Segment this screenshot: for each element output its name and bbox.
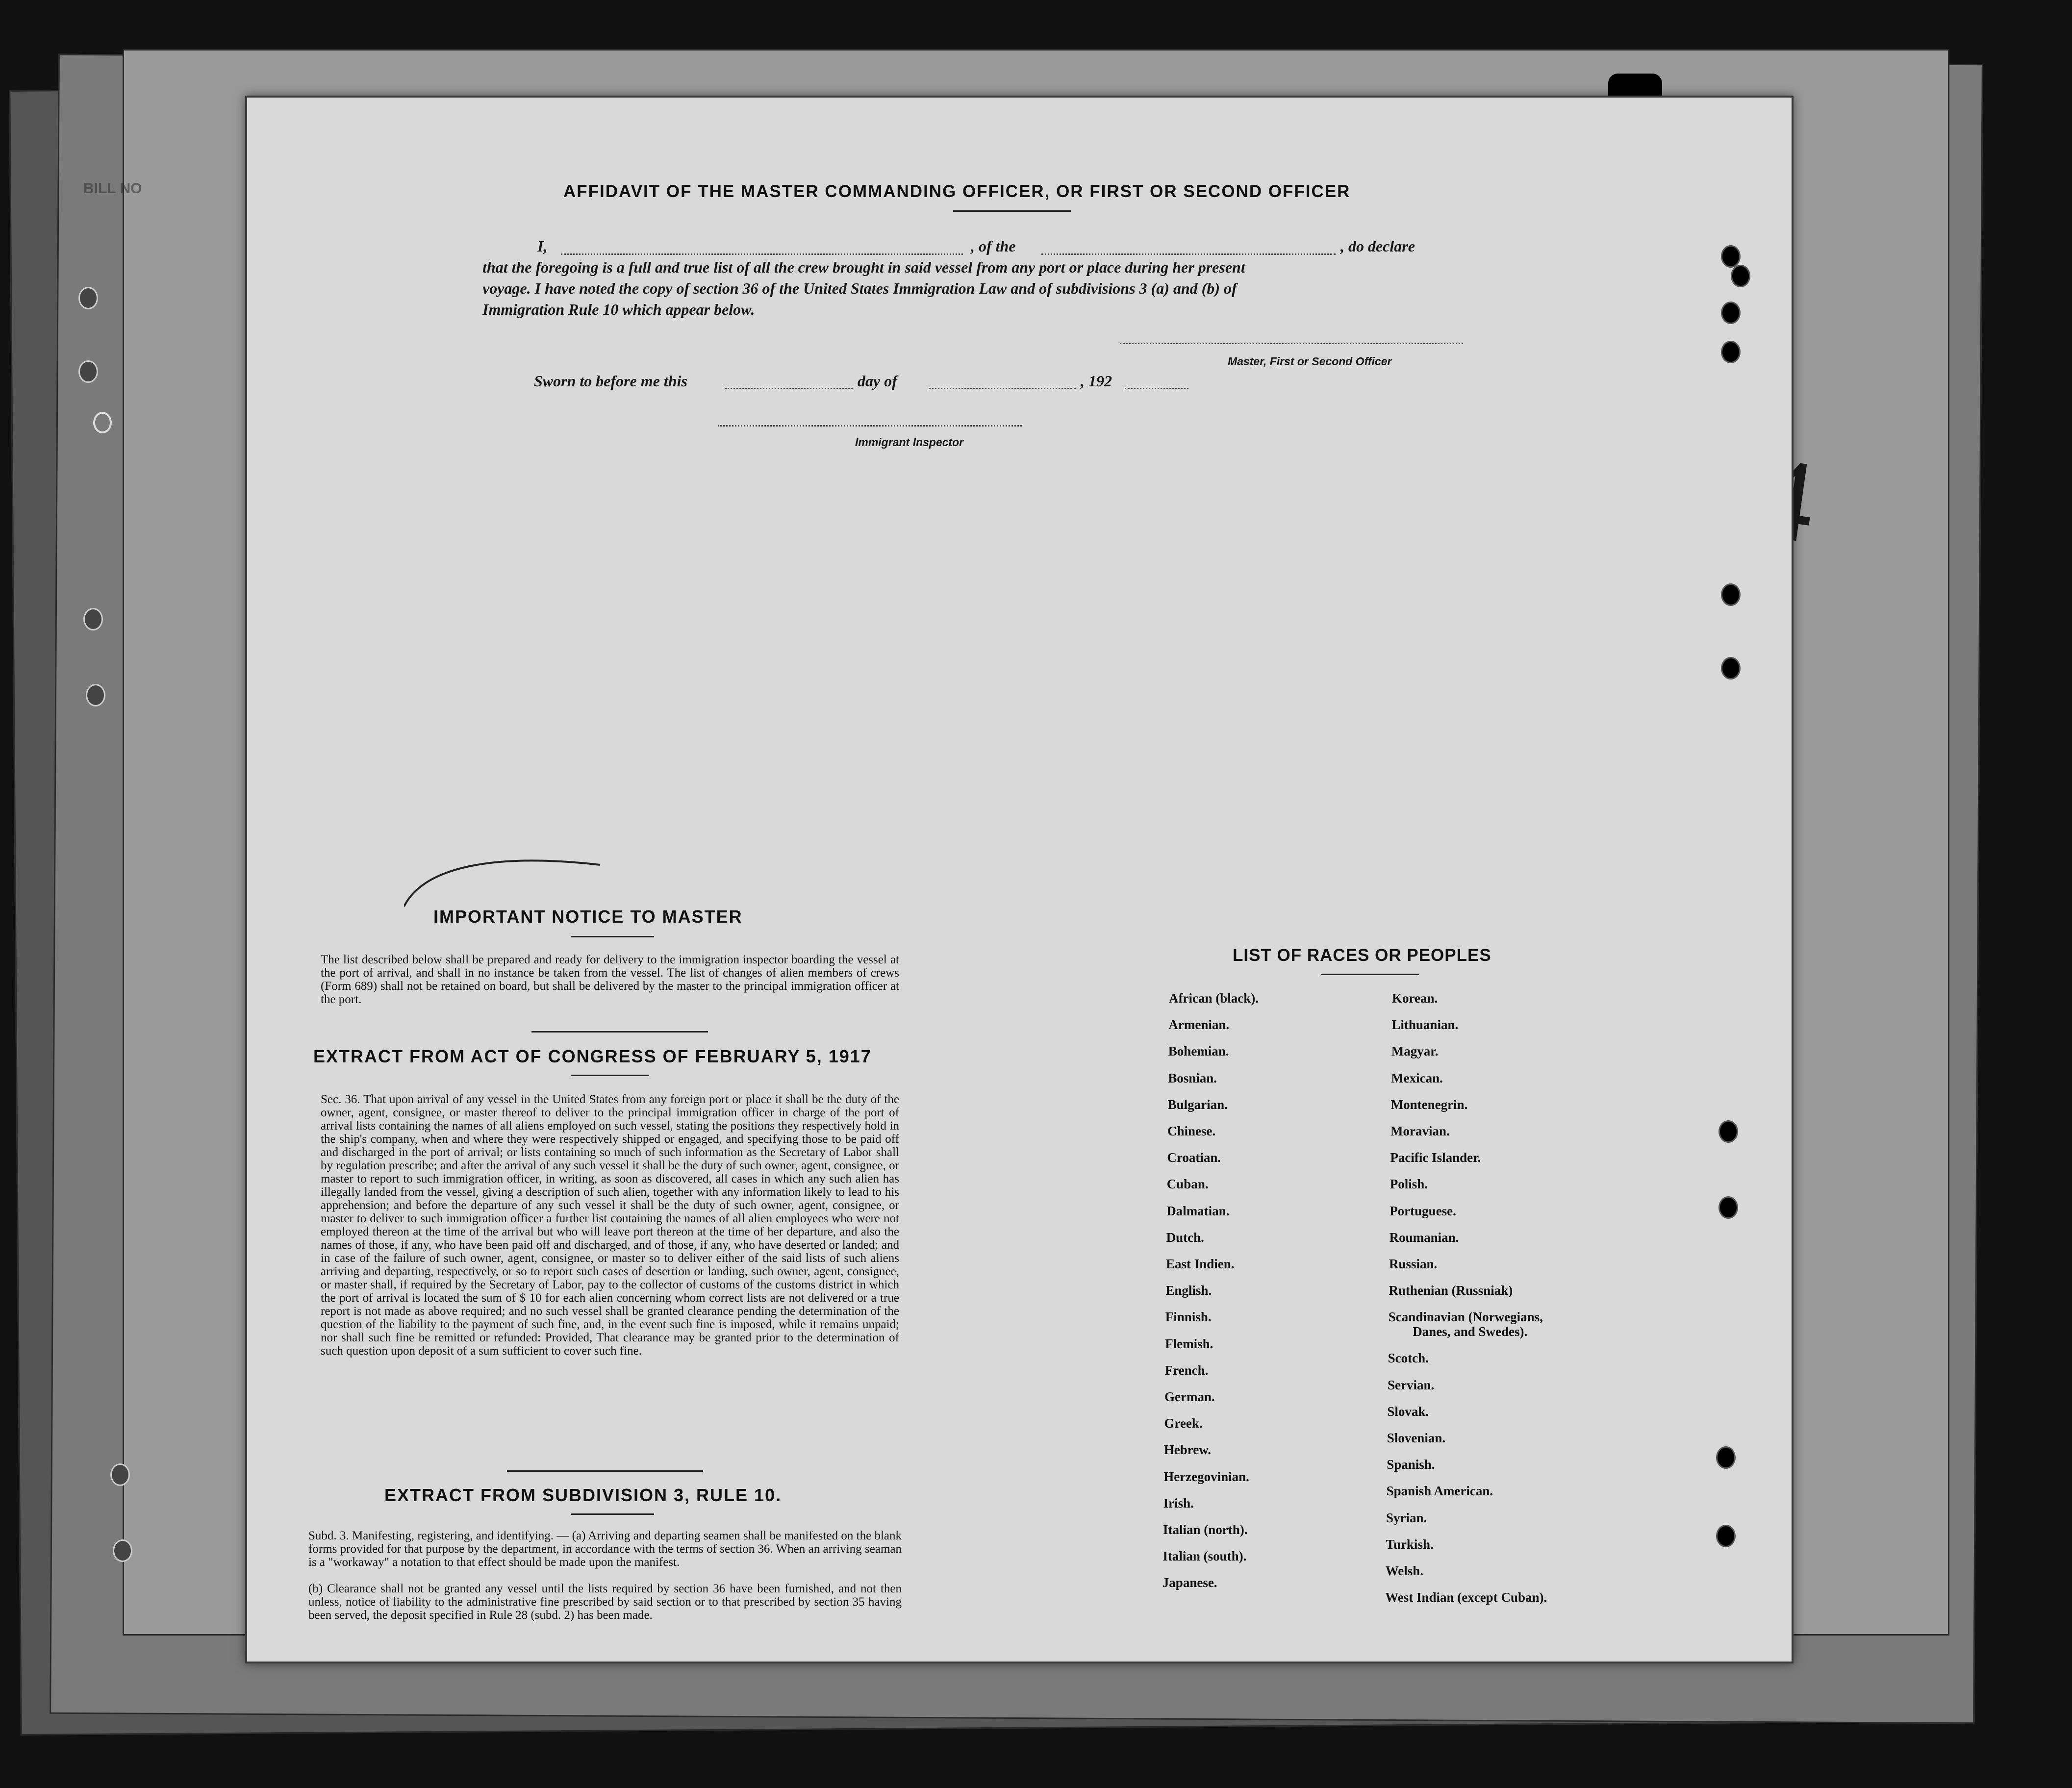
notice-separator [531, 1031, 708, 1033]
act-extract-text: Sec. 36. That upon arrival of any vessel in the United States from any foreign port or place it shall be the duty of the owner, agent, consignee, or master thereof to deliver to the principal immigration officer in charge of the port of arrival lists containing the names of all aliens employed on such vessel, stating the positions they respectively hold in the ship's company, when and where they were respectively shipped or engaged, and specifying those to be paid off and discharged in the port of arrival; or lists containing so much of such information as the Secretary of Labor shall by regulation prescribe; and after the arrival of any such vessel it shall be the duty of such owner, agent, consignee, or master to report to such immigration officer, in writing, as soon as discovered, all cases in which any such alien has illegally landed from the vessel, giving a description of such alien, together with any information likely to lead to his apprehension; and before the departure of any such vessel it shall be the duty of such owner, agent, consignee, or master to deliver to such immigration officer a further list containing the names of all alien employees who were not employed thereon at the time of the arrival but who will leave port thereon at the time of her departure, and also the names of those, if any, who have been paid off and discharged, and of those, if any, who have deserted or landed; and in case of the failure of such owner, agent, consignee, or master so to deliver either of the said lists of such aliens arriving and departing, respectively, or so to report such cases of desertion or landing, such owner, agent, consignee, or master shall, if required by the Secretary of Labor, pay to the collector of customs of the customs district in which the port of arrival is located the sum of $ 10 for each alien concerning whom correct lists are not delivered or a true report is not made as above required; and no such vessel shall be granted clearance pending the determination of the question of the liability to the payment of such fine, and, in the event such fine is imposed, while it remains unpaid; nor shall such fine be remitted or refunded: Provided, That clearance may be granted prior to the determination of such question upon deposit of a sum sufficient to cover such fine. [321, 1093, 899, 1358]
race-item: Hebrew. [1163, 1442, 1212, 1458]
race-item: Japanese. [1162, 1575, 1217, 1590]
year-blank-line [1125, 388, 1188, 389]
race-item: Slovak. [1387, 1404, 1429, 1419]
race-item: Cuban. [1166, 1177, 1209, 1192]
binder-hole [113, 1539, 132, 1562]
binder-hole [78, 360, 98, 383]
rule-extract-text-b: (b) Clearance shall not be granted any vessel until the lists required by section 36 have been furnished, and not then unless, notice of liability to the administrative fine prescribed by said section or to that prescribed by section 35 having been served, the deposit specified in Rule 28 (subd. 2) has been made. [308, 1582, 902, 1622]
act-extract-title: EXTRACT FROM ACT OF CONGRESS OF FEBRUARY 5, 1917 [313, 1046, 872, 1066]
binder-hole [1716, 1446, 1736, 1469]
race-item: Polish. [1390, 1177, 1428, 1192]
race-item: Welsh. [1385, 1563, 1424, 1578]
binder-hole [83, 608, 103, 630]
race-item: Roumanian. [1389, 1230, 1459, 1245]
curve-mark [404, 853, 610, 911]
race-item: Greek. [1164, 1416, 1203, 1431]
race-item: German. [1164, 1389, 1215, 1404]
race-item: West Indian (except Cuban). [1385, 1590, 1547, 1605]
race-item: Flemish. [1165, 1336, 1213, 1351]
race-item: Italian (south). [1162, 1549, 1247, 1564]
race-item: Armenian. [1168, 1017, 1230, 1033]
race-item: Dutch. [1166, 1230, 1204, 1245]
day-of-label: day of [858, 372, 897, 390]
binder-hole [1731, 265, 1750, 287]
race-item: Servian. [1388, 1377, 1435, 1392]
race-item: Danes, and Swedes). [1413, 1324, 1528, 1339]
race-item: Bohemian. [1168, 1044, 1229, 1059]
affidavit-line-3: voyage. I have noted the copy of section 36 of the United States Immigration Law and of subdivisions 3 (a) and (b) of [482, 279, 1237, 297]
race-item: Magyar. [1391, 1044, 1439, 1059]
race-item: African (black). [1169, 991, 1259, 1006]
act-title-rule [571, 1075, 649, 1076]
race-item: Bulgarian. [1167, 1097, 1228, 1112]
race-item: Pacific Islander. [1390, 1150, 1481, 1165]
race-item: Dalmatian. [1166, 1203, 1230, 1218]
race-item: Spanish American. [1386, 1484, 1493, 1499]
race-item: Spanish. [1387, 1457, 1435, 1472]
inspector-label: Immigrant Inspector [855, 436, 964, 449]
race-item: Montenegrin. [1390, 1097, 1468, 1112]
rule-extract-text-a: Subd. 3. Manifesting, registering, and identifying. — (a) Arriving and departing seamen shall be manifested on the blank forms provided for that purpose by the department, in accordance with the terms of section 36. When an arriving seaman is a "workaway" a notation to that effect should be made upon the manifest. [308, 1529, 902, 1569]
race-item: Syrian. [1386, 1510, 1427, 1525]
side-label-bill-no: BILL NO [83, 180, 142, 197]
binder-hole [1721, 341, 1741, 363]
binder-hole [1721, 583, 1741, 606]
binder-ring [93, 412, 112, 433]
race-item: Korean. [1392, 991, 1438, 1006]
notice-title: IMPORTANT NOTICE TO MASTER [433, 907, 743, 927]
master-signature-line [1120, 343, 1463, 344]
race-item: Mexican. [1391, 1070, 1443, 1085]
inspector-signature-line [718, 425, 1022, 427]
race-item: Scandinavian (Norwegians, [1388, 1310, 1543, 1325]
race-item: English. [1165, 1283, 1212, 1298]
binder-hole [110, 1463, 130, 1486]
rule-title-rule [571, 1513, 654, 1515]
name-blank-line [561, 253, 963, 255]
binder-hole [86, 684, 105, 706]
act-separator [507, 1470, 703, 1472]
race-item: Turkish. [1386, 1536, 1434, 1552]
affidavit-page [245, 96, 1794, 1663]
race-item: French. [1164, 1362, 1209, 1378]
affidavit-line-2: that the foregoing is a full and true list of all the crew brought in said vessel from any port or place during her present [482, 258, 1245, 276]
race-item: Slovenian. [1387, 1431, 1446, 1445]
race-item: Moravian. [1390, 1124, 1450, 1138]
rule-extract-title: EXTRACT FROM SUBDIVISION 3, RULE 10. [384, 1485, 782, 1505]
vessel-blank-line [1041, 253, 1336, 255]
binder-hole [1721, 657, 1741, 680]
race-item: Ruthenian (Russniak) [1389, 1283, 1513, 1298]
affidavit-declare: , do declare [1340, 237, 1415, 255]
binder-hole [78, 287, 98, 309]
binder-hole [1721, 245, 1741, 268]
race-item: East Indien. [1166, 1257, 1235, 1271]
sworn-label: Sworn to before me this [534, 372, 687, 390]
binder-hole [1716, 1525, 1736, 1547]
sworn-day-line [725, 388, 853, 389]
affidavit-i: I, [537, 237, 548, 255]
binder-hole [1718, 1196, 1738, 1219]
race-item: Chinese. [1167, 1124, 1216, 1138]
race-item: Herzegovinian. [1163, 1469, 1249, 1484]
master-signature-label: Master, First or Second Officer [1228, 355, 1392, 368]
sworn-month-line [929, 388, 1076, 389]
notice-title-rule [571, 936, 654, 937]
race-item: Scotch. [1388, 1351, 1429, 1366]
title-underline [953, 210, 1071, 212]
races-title: LIST OF RACES OR PEOPLES [1233, 946, 1491, 965]
race-item: Portuguese. [1390, 1203, 1456, 1218]
race-item: Croatian. [1167, 1150, 1221, 1165]
binder-hole [1718, 1120, 1738, 1143]
race-item: Lithuanian. [1391, 1017, 1459, 1033]
binder-hole [1721, 302, 1741, 324]
notice-text: The list described below shall be prepared and ready for delivery to the immigration inspector boarding the vessel at the port of arrival, and shall in no instance be taken from the vessel. The list of changes of alien members of crews (Form 689) shall not be retained on board, but shall be delivered by the master to the principal immigration officer at the port. [321, 953, 899, 1006]
race-item: Italian (north). [1163, 1522, 1248, 1537]
affidavit-of-the: , of the [971, 237, 1016, 255]
races-title-rule [1321, 974, 1419, 975]
race-item: Russian. [1389, 1257, 1438, 1271]
race-item: Finnish. [1165, 1310, 1212, 1325]
race-item: Bosnian. [1168, 1070, 1217, 1085]
affidavit-line-4: Immigration Rule 10 which appear below. [482, 301, 755, 318]
year-prefix: , 192 [1081, 372, 1112, 390]
race-item: Irish. [1163, 1495, 1194, 1511]
affidavit-title: AFFIDAVIT OF THE MASTER COMMANDING OFFICER, OR FIRST OR SECOND OFFICER [563, 182, 1351, 201]
